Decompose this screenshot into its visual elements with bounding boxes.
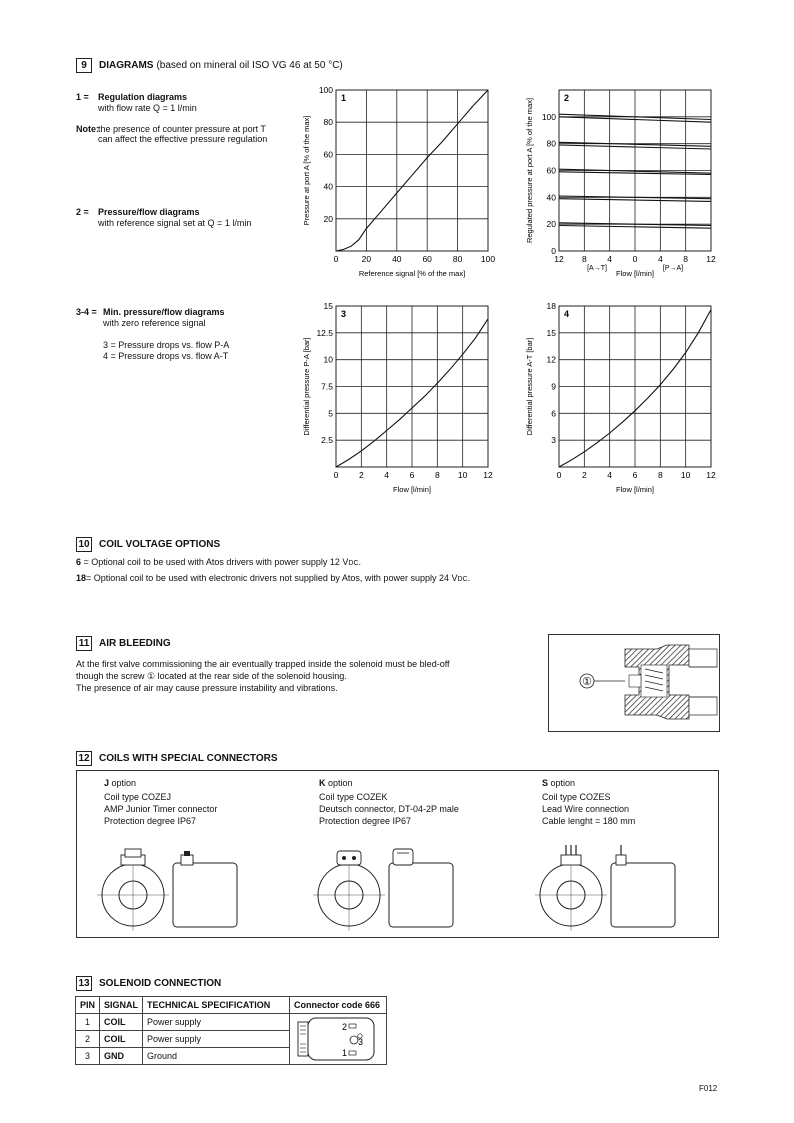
chart-2-pressure-flow (515, 82, 730, 282)
y-tick-label: 10 (323, 354, 333, 365)
y-tick-label: 20 (546, 219, 556, 230)
x-tick-label: 6 (632, 470, 638, 480)
option-letter: S (542, 778, 549, 788)
coil-s-drawing (535, 845, 675, 931)
line: Lead Wire connection (542, 804, 630, 814)
connector-cell (290, 1014, 387, 1065)
y-tick-label: 40 (546, 192, 556, 203)
signal: COIL (100, 1031, 143, 1048)
x-tick-label: 0 (556, 470, 562, 480)
option-j (104, 777, 217, 827)
x-sublabel-right: [P→A] (662, 265, 684, 272)
line: Deutsch connector, DT-04-2P male (319, 804, 459, 814)
panel-number: 3 (341, 309, 347, 319)
spec: Power supply (143, 1014, 290, 1031)
x-tick-label: 80 (452, 254, 463, 264)
text: Optional coil to be used with Atos drivers with power supply 12 V (91, 557, 349, 567)
x-tick-label: 4 (657, 254, 663, 264)
y-tick-label: 40 (323, 181, 333, 192)
section-title: COILS WITH SPECIAL CONNECTORS (99, 753, 278, 764)
panel-number: 2 (564, 93, 570, 103)
spec: Power supply (143, 1031, 290, 1048)
table-row (76, 1014, 387, 1031)
line: Protection degree IP67 (319, 816, 412, 826)
section-number: 10 (76, 537, 92, 552)
line-3: 3 = Pressure drops vs. flow P-A (103, 340, 230, 350)
coil-voltage-line-18 (76, 573, 470, 585)
note-label: Note: (76, 124, 99, 134)
y-tick-label: 5 (328, 408, 333, 419)
y-tick-label: 100 (318, 85, 333, 95)
x-tick-label: 4 (607, 470, 613, 480)
y-tick-label: 60 (546, 165, 556, 176)
line: though the screw ① located at the rear side of the solenoid housing. (76, 671, 347, 681)
x-tick-label: 10 (457, 470, 468, 480)
y-tick-label: 3 (551, 435, 556, 446)
x-tick-label: 4 (384, 470, 390, 480)
section-number: 11 (76, 636, 92, 651)
end: . (358, 557, 362, 567)
line: At the first valve commissioning the air eventually trapped inside the solenoid must be bled-off (76, 659, 450, 669)
signal: COIL (100, 1014, 143, 1031)
chart-3-pressure-drop-pa (290, 298, 510, 498)
y-axis-label: Differential pressure A-T [bar] (525, 337, 534, 436)
x-tick-label: 0 (333, 470, 339, 480)
pin: 2 (76, 1031, 100, 1048)
line: Coil type COZEJ (104, 792, 172, 802)
section-12-header (76, 751, 278, 766)
unit: DC (457, 576, 468, 583)
y-tick-label: 2.5 (321, 435, 333, 446)
y-tick-label: 60 (323, 149, 333, 160)
text: Optional coil to be used with electronic drivers not supplied by Atos, with power supply 24 V (93, 573, 458, 583)
item-title: Min. pressure/flow diagrams (103, 307, 225, 317)
y-tick-label: 100 (541, 111, 556, 122)
item-key: 2 = (76, 207, 89, 217)
sep: = (86, 573, 94, 583)
x-tick-label: 2 (581, 470, 587, 480)
diagram-item-2 (76, 207, 251, 229)
pin: 1 (76, 1014, 100, 1031)
section-title: AIR BLEEDING (99, 638, 171, 649)
note-line-2: can affect the effective pressure regulation (98, 134, 268, 144)
series-line-regulation (336, 90, 488, 251)
section-number: 13 (76, 976, 92, 991)
x-axis-label: Flow [l/min] (616, 485, 654, 494)
air-bleeding-text (76, 658, 450, 694)
section-9-header (76, 58, 343, 73)
section-title: SOLENOID CONNECTION (99, 978, 222, 989)
chart-1-regulation (290, 82, 510, 282)
option-word: option (111, 778, 137, 788)
y-axis-label: Regulated pressure at port A [% of the max] (525, 97, 534, 244)
section-title: COIL VOLTAGE OPTIONS (99, 539, 221, 550)
pin: 3 (76, 1048, 100, 1065)
note-line-1: the presence of counter pressure at port T (98, 124, 266, 134)
x-tick-label: 8 (434, 470, 440, 480)
x-tick-label: 20 (361, 254, 372, 264)
end: . (467, 573, 471, 583)
y-tick-label: 80 (546, 138, 556, 149)
option-k (319, 777, 459, 827)
chart-4-pressure-drop-at (515, 298, 730, 498)
key: 6 (76, 557, 82, 567)
footer-code: F012 (699, 1084, 718, 1093)
diagram-item-3-4 (76, 307, 229, 362)
coil-k-drawing (313, 849, 453, 931)
item-title: Pressure/flow diagrams (98, 207, 200, 217)
y-tick-label: 80 (323, 117, 333, 128)
item-key: 1 = (76, 92, 89, 102)
x-tick-label: 60 (422, 254, 432, 264)
option-letter: J (104, 778, 110, 788)
x-tick-label: 8 (657, 470, 663, 480)
line: Cable lenght = 180 mm (542, 816, 636, 826)
solenoid-housing-drawing (548, 634, 720, 732)
x-tick-label: 12 (483, 470, 493, 480)
spec: Ground (143, 1048, 290, 1065)
pin-label-2: 2 (342, 1022, 348, 1032)
y-tick-label: 9 (551, 381, 556, 392)
coil-drawings (97, 845, 707, 935)
item-title: Regulation diagrams (98, 92, 188, 102)
option-word: option (328, 778, 353, 788)
callout-label: ① (582, 676, 592, 688)
y-tick-label: 15 (323, 301, 333, 311)
item-sub: with zero reference signal (103, 318, 206, 328)
x-axis-label: Flow [l/min] (616, 269, 654, 278)
note (76, 124, 267, 144)
line: The presence of air may cause pressure instability and vibrations. (76, 683, 338, 693)
coil-j-drawing (97, 849, 237, 931)
option-word: option (550, 778, 576, 788)
pin-label-1: 1 (342, 1048, 348, 1058)
section-title: DIAGRAMS (99, 60, 154, 71)
item-sub: with reference signal set at Q = 1 l/min (98, 218, 252, 228)
y-tick-label: 20 (323, 213, 333, 224)
y-tick-label: 0 (551, 246, 556, 256)
y-tick-label: 12.5 (316, 327, 333, 338)
line: AMP Junior Timer connector (104, 804, 218, 814)
table-header-row (76, 997, 387, 1014)
x-tick-label: 8 (683, 254, 689, 264)
coils-box (76, 770, 719, 938)
x-tick-label: 0 (632, 254, 638, 264)
x-tick-label: 12 (706, 470, 716, 480)
x-tick-label: 6 (409, 470, 415, 480)
option-letter: K (319, 778, 326, 788)
section-subtitle: (based on mineral oil ISO VG 46 at 50 °C) (156, 60, 343, 71)
option-s (542, 777, 635, 827)
x-tick-label: 0 (333, 254, 339, 264)
x-tick-label: 40 (392, 254, 402, 264)
x-tick-label: 12 (554, 254, 564, 264)
solenoid-connection-table (75, 996, 387, 1065)
x-tick-label: 10 (680, 470, 691, 480)
key: 18 (76, 573, 87, 583)
header-connector: Connector code 666 (290, 997, 387, 1014)
x-tick-label: 12 (706, 254, 716, 264)
coil-voltage-line-6 (76, 557, 361, 569)
section-13-header (76, 976, 221, 991)
section-number: 12 (76, 751, 92, 766)
panel-number: 4 (564, 309, 570, 319)
section-11-header (76, 636, 171, 651)
connector-666-drawing (290, 1014, 386, 1064)
line-4: 4 = Pressure drops vs. flow A-T (103, 351, 229, 361)
section-number: 9 (76, 58, 92, 73)
x-tick-label: 8 (581, 254, 587, 264)
header-signal: SIGNAL (100, 997, 143, 1014)
header-spec: TECHNICAL SPECIFICATION (143, 997, 290, 1014)
diagram-item-1 (76, 92, 197, 114)
y-tick-label: 18 (546, 301, 556, 311)
panel-number: 1 (341, 93, 347, 103)
y-tick-label: 6 (551, 408, 556, 419)
x-tick-label: 2 (358, 470, 364, 480)
y-axis-label: Differential pressure P-A [bar] (302, 337, 311, 436)
pin-label-3: 3 (358, 1037, 364, 1047)
signal: GND (100, 1048, 143, 1065)
x-axis-label: Reference signal [% of the max] (358, 269, 466, 278)
sep: = (81, 557, 92, 567)
x-sublabel-left: [A→T] (587, 265, 607, 272)
item-sub: with flow rate Q = 1 l/min (98, 103, 197, 113)
x-tick-label: 4 (607, 254, 613, 264)
y-tick-label: 12 (546, 354, 556, 365)
unit: DC (348, 560, 359, 567)
y-axis-label: Pressure at port A [% of the max] (302, 115, 311, 226)
item-key: 3-4 = (76, 307, 97, 317)
header-pin: PIN (76, 997, 100, 1014)
x-axis-label: Flow [l/min] (393, 485, 431, 494)
y-tick-label: 15 (546, 327, 556, 338)
line: Protection degree IP67 (104, 816, 197, 826)
line: Coil type COZEK (319, 792, 388, 802)
y-tick-label: 7.5 (321, 381, 333, 392)
x-tick-label: 100 (480, 254, 496, 264)
section-10-header (76, 537, 220, 552)
line: Coil type COZES (542, 792, 611, 802)
